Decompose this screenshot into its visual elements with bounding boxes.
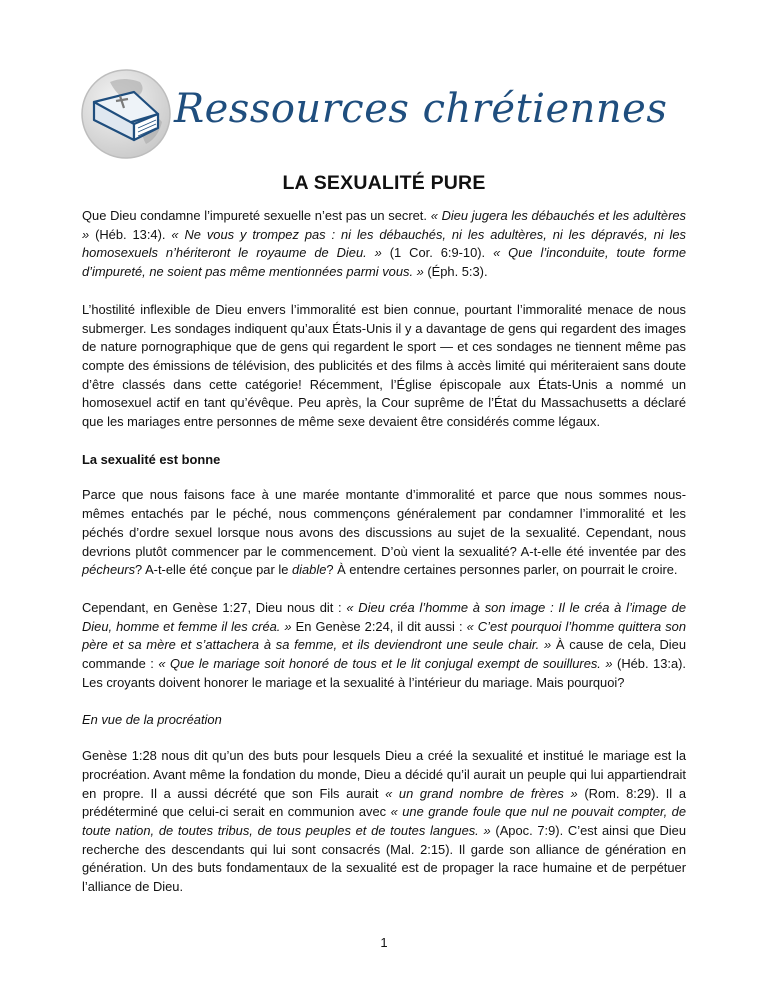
text-run: (Apoc. 7:9). C’est ainsi que Dieu recherche des descendants qui lui sont consacrés (Mal. 2:15). Il garde son alliance de génération en génération. Un des buts fondamentaux de la sexualité est de propager la race humaine et de perpétuer l’alliance de Dieu.	[82, 822, 686, 895]
scripture-quote: « Dieu jugera les débauchés et les adultères »	[82, 208, 686, 242]
text-run: L’hostilité inflexible de Dieu envers l’immoralité est bien connue, pourtant l’immoralité menace de nous submerger. Les sondages indiquent qu’aux États-Unis il y a davantage de gens qui regardent des images de nature pornographique que de gens qui regardent le sport — et ces sondages ne tiennent même pas compte des émissions de télévision, des publicités et des films à accès limité qui mériteraient sans doute d’être classés dans cette catégorie! Récemment, l’Église épiscopale aux États-Unis a nommé un homosexuel actif en tant qu’évêque. Peu après, la Cour suprême de l’État du Massachusetts a déclaré que les mariages entre personnes de même sexe devaient être considérés comme légaux.	[82, 301, 686, 430]
document-body	[82, 207, 686, 916]
text-run: Cependant, en Genèse 1:27, Dieu nous dit :	[82, 599, 347, 615]
text-run: Parce que nous faisons face à une marée montante d’immoralité et parce que nous sommes nous-mêmes entachés par le péché, nous commençons généralement par condamner l’immoralité et les péchés d’ordre sexuel lorsque nous avons des discussions au sujet de la sexualité. Cependant, nous devrions plutôt commencer par le commencement. D’où vient la sexualité? A-t-elle été inventée par des	[82, 487, 686, 559]
body-paragraph	[82, 599, 686, 693]
text-run: ? À entendre certaines personnes parler, on pourrait le croire.	[326, 562, 678, 578]
globe-bible-icon	[80, 68, 172, 160]
scripture-quote: « Que l’inconduite, toute forme d’impureté, ne soient pas même mentionnées parmi vous. »	[82, 245, 687, 280]
page-title: LA SEXUALITÉ PURE	[282, 172, 486, 194]
text-run: (Rom. 8:29). Il a prédéterminé que celui-ci serait en communion avec	[82, 785, 686, 820]
text-run: Genèse 1:28 nous dit qu’un des buts pour lesquels Dieu a créé la sexualité et institué le mariage est la procréation. Avant même la fondation du monde, Dieu a décidé qu’il aurait un peuple qui lui appartiendrait en propre. Il a aussi décrété que son Fils aurait	[82, 748, 686, 801]
scripture-quote: pécheurs	[82, 562, 136, 578]
text-run: (Héb. 13:4).	[89, 226, 172, 242]
text-run: Que Dieu condamne l’impureté sexuelle n’est pas un secret.	[82, 208, 431, 223]
scripture-quote: « un grand nombre de frères »	[385, 785, 578, 801]
text-run: (Éph. 5:3).	[423, 264, 488, 280]
body-paragraph	[82, 207, 686, 282]
scripture-quote: diable	[291, 562, 327, 578]
body-paragraph	[82, 486, 686, 580]
scripture-quote: « C’est pourquoi l’homme quittera son père et sa mère et s’attachera à sa femme, et ils deviendront une seule chair. »	[82, 618, 687, 653]
subsection-heading: En vue de la procréation	[82, 712, 222, 728]
section-paragraphs	[82, 486, 686, 692]
body-paragraph	[82, 301, 686, 432]
page-number: 1	[380, 935, 388, 950]
subsection-paragraphs	[82, 747, 686, 897]
body-paragraph	[82, 747, 686, 897]
scripture-quote: « Ne vous y trompez pas : ni les débauchés, ni les adultères, ni les dépravés, ni les homosexuels n’hériteront le royaume de Dieu. »	[82, 226, 687, 261]
scripture-quote: « Que le mariage soit honoré de tous et le lit conjugal exempt de souillures. »	[158, 656, 613, 672]
scripture-quote: « une grande foule que nul ne pouvait compter, de toute nation, de toutes tribus, de tous peuples et de toutes langues. »	[82, 804, 686, 838]
text-run: (Héb. 13:a). Les croyants doivent honorer le mariage et la sexualité à l’intérieur du mariage. Mais pourquoi?	[82, 656, 686, 690]
scripture-quote: « Dieu créa l’homme à son image : Il le créa à l’image de Dieu, homme et femme il les créa. »	[82, 599, 686, 634]
section-heading: La sexualité est bonne	[82, 451, 221, 467]
text-run: En Genèse 2:24, il dit aussi :	[291, 618, 467, 634]
intro-paragraphs	[82, 207, 686, 432]
text-run: À cause de cela, Dieu commande :	[82, 637, 686, 672]
text-run: ? A-t-elle été conçue par le	[135, 562, 292, 578]
site-logo	[80, 68, 668, 164]
text-run: (1 Cor. 6:9-10).	[381, 245, 494, 261]
logo-text: Ressources chrétiennes	[174, 86, 668, 132]
